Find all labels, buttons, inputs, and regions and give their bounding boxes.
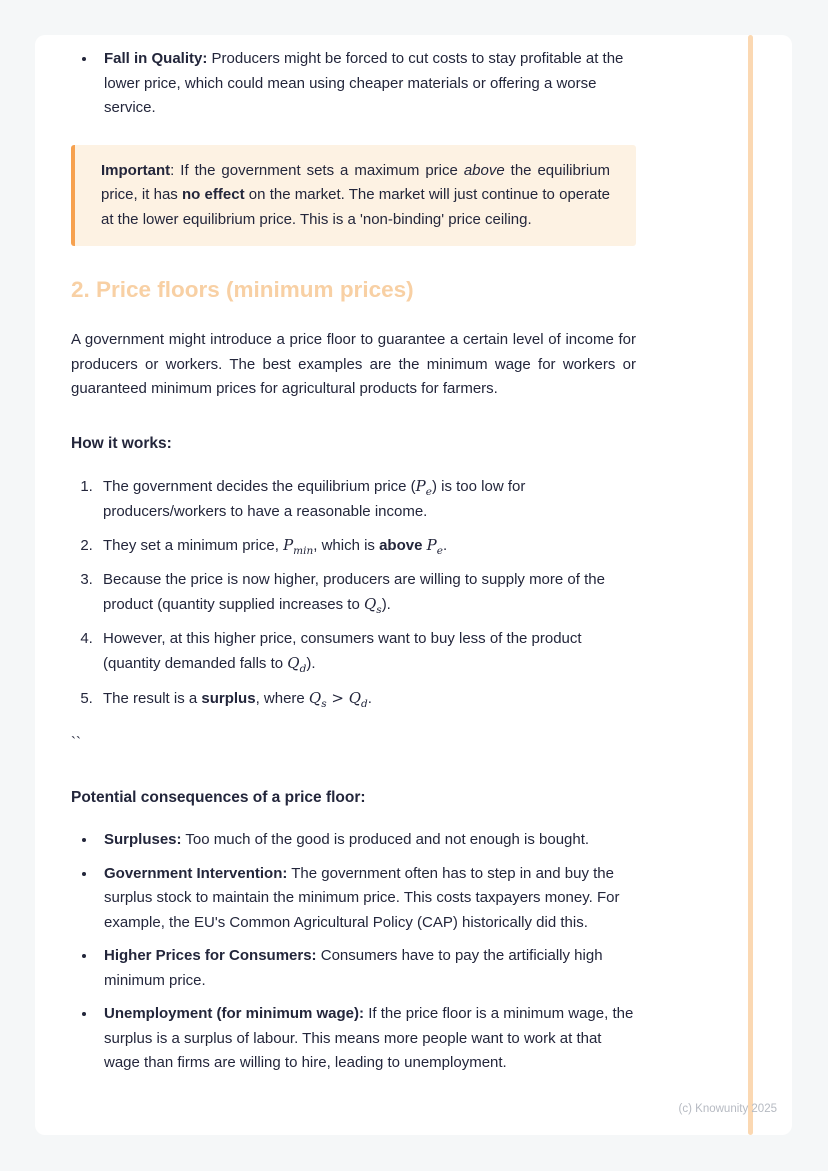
consequences-list [71,828,636,1076]
watermark: (c) Knowunity 2025 [678,1103,777,1115]
bullet-item-higher-prices: • Higher Prices for Consumers: Consumers have to pay the artificially high minimum price. [97,944,636,993]
how-it-works-list [71,474,636,711]
section-heading-price-floors: 2. Price floors (minimum prices) [71,277,414,302]
numbered-item: 3. Because the price is now higher, producers are willing to supply more of the product (quantity supplied increases to $Q_s$). [97,568,636,618]
document-card [35,35,792,1135]
callout-text: Important: If the government sets a maximum price above the equilibrium price, it has no effect on the market. The market will just continue to operate at the lower equilibrium price. This is a 'non-binding' price ceiling. [101,161,610,228]
bullet-item-government-intervention: • Government Intervention: The government often has to step in and buy the surplus stock to maintain the minimum price. This costs taxpayers money. For example, the EU's Common Agricultural Policy (CAP) historically did this. [97,862,636,936]
stray-backticks: `` [71,734,81,751]
important-callout [71,145,636,247]
top-bullet-list [71,47,636,121]
bullet-item-fall-in-quality: • Fall in Quality: Producers might be forced to cut costs to stay profitable at the lower price, which could mean using cheaper materials or offering a worse service. [97,47,636,121]
bullet-item-unemployment: • Unemployment (for minimum wage): If the price floor is a minimum wage, the surplus is a surplus of labour. This means more people want to work at that wage than firms are willing to hire, leading to unemployment. [97,1002,636,1076]
numbered-item: 1. The government decides the equilibrium price $(P_e)$ is too low for producers/workers to have a reasonable income. [97,474,636,524]
numbered-item: 4. However, at this higher price, consumers want to buy less of the product (quantity demanded falls to $Q_d$). [97,627,636,677]
consequences-label: Potential consequences of a price floor: [71,788,366,806]
intro-paragraph: A government might introduce a price floor to guarantee a certain level of income for producers or workers. The best examples are the minimum wage for workers or guaranteed minimum prices for agricultural products for farmers. [71,331,636,397]
how-it-works-label: How it works: [71,434,172,452]
numbered-item: 2. They set a minimum price, $P_{min}$, which is above $P_e$. [97,533,636,559]
numbered-item: 5. The result is a surplus, where $Q_s > Q_d$. [97,686,636,712]
document-content [35,35,792,1076]
bullet-item-surpluses: • Surpluses: Too much of the good is produced and not enough is bought. [97,828,636,853]
right-accent-bar [748,35,753,1135]
